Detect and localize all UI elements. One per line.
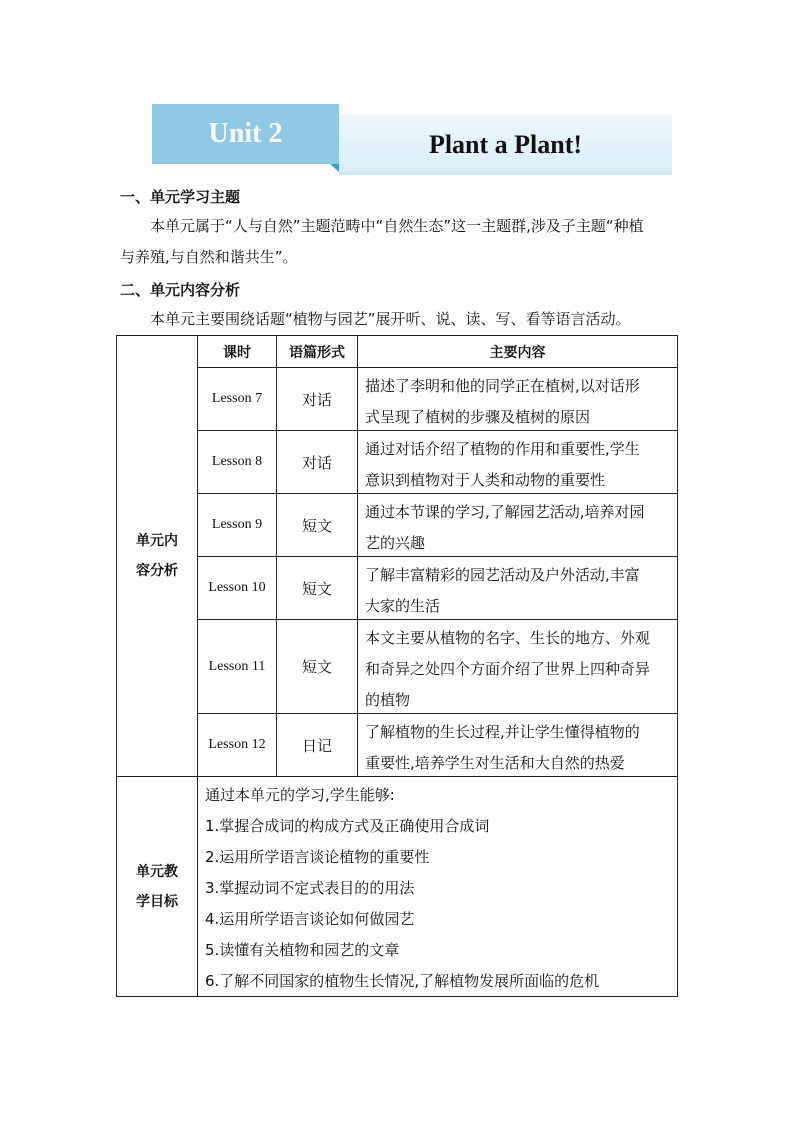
goal-item: 2.运用所学语言谈论植物的重要性 [205, 848, 430, 866]
content-line: 重要性,培养学生对生活和大自然的热爱 [365, 754, 625, 772]
unit-title: Plant a Plant! [428, 130, 583, 159]
side-label-line: 容分析 [136, 563, 178, 579]
side-label-content-analysis [116, 335, 198, 777]
theme-paragraph-line-1: 本单元属于“人与自然”主题范畴中“自然生态”这一主题群,涉及子主题“种植 [150, 217, 644, 235]
form-cell: 短文 [276, 493, 358, 557]
side-label-line: 单元教 [136, 863, 178, 880]
side-label-line: 学目标 [136, 893, 178, 910]
content-line: 和奇异之处四个方面介绍了世界上四种奇异 [365, 660, 651, 678]
badge-tail-decoration [330, 164, 339, 172]
lesson-cell: Lesson 8 [197, 430, 277, 494]
form-cell: 对话 [276, 367, 358, 431]
teaching-goals-cell [197, 776, 678, 997]
content-cell [357, 430, 678, 494]
form-cell: 短文 [276, 619, 358, 714]
goal-item: 4.运用所学语言谈论如何做园艺 [205, 910, 415, 928]
theme-paragraph-line-2: 与养殖,与自然和谐共生”。 [120, 248, 298, 266]
form-cell: 对话 [276, 430, 358, 494]
content-line: 的植物 [365, 691, 411, 709]
lesson-cell: Lesson 12 [197, 713, 277, 777]
content-line: 艺的兴趣 [365, 534, 426, 552]
side-label-line: 单元内 [136, 533, 178, 549]
lesson-cell: Lesson 10 [197, 556, 277, 620]
content-cell [357, 619, 678, 714]
header-lesson: 课时 [197, 335, 277, 368]
goal-item: 6.了解不同国家的植物生长情况,了解植物发展所面临的危机 [205, 972, 600, 990]
content-analysis-intro: 本单元主要围绕话题“植物与园艺”展开听、说、读、写、看等语言活动。 [150, 310, 631, 328]
content-line: 通过对话介绍了植物的作用和重要性,学生 [365, 440, 640, 458]
side-label-teaching-goals [116, 776, 198, 997]
form-cell: 日记 [276, 713, 358, 777]
content-line: 描述了李明和他的同学正在植树,以对话形 [365, 377, 640, 395]
header-main-content: 主要内容 [357, 335, 678, 368]
header-text-type: 语篇形式 [276, 335, 358, 368]
form-cell: 短文 [276, 556, 358, 620]
content-cell [357, 713, 678, 777]
goal-item: 3.掌握动词不定式表目的的用法 [205, 879, 415, 897]
content-line: 通过本节课的学习,了解园艺活动,培养对园 [365, 503, 645, 521]
unit-table [116, 335, 678, 997]
unit-label: Unit 2 [208, 118, 283, 149]
content-line: 本文主要从植物的名字、生长的地方、外观 [365, 629, 651, 647]
goal-item: 1.掌握合成词的构成方式及正确使用合成词 [205, 817, 490, 835]
content-cell [357, 556, 678, 620]
content-line: 式呈现了植树的步骤及植树的原因 [365, 408, 591, 426]
goal-item: 通过本单元的学习,学生能够: [205, 786, 395, 804]
lesson-cell: Lesson 9 [197, 493, 277, 557]
lesson-cell: Lesson 7 [197, 367, 277, 431]
content-line: 了解丰富精彩的园艺活动及户外活动,丰富 [365, 566, 640, 584]
content-cell [357, 493, 678, 557]
goal-item: 5.读懂有关植物和园艺的文章 [205, 941, 400, 959]
unit-banner [152, 104, 672, 172]
content-line: 了解植物的生长过程,并让学生懂得植物的 [365, 723, 640, 741]
content-line: 意识到植物对于人类和动物的重要性 [365, 471, 606, 489]
section-heading-theme: 一、单元学习主题 [120, 188, 241, 206]
lesson-cell: Lesson 11 [197, 619, 277, 714]
content-cell [357, 367, 678, 431]
content-line: 大家的生活 [365, 597, 441, 615]
section-heading-content-analysis: 二、单元内容分析 [120, 281, 241, 299]
